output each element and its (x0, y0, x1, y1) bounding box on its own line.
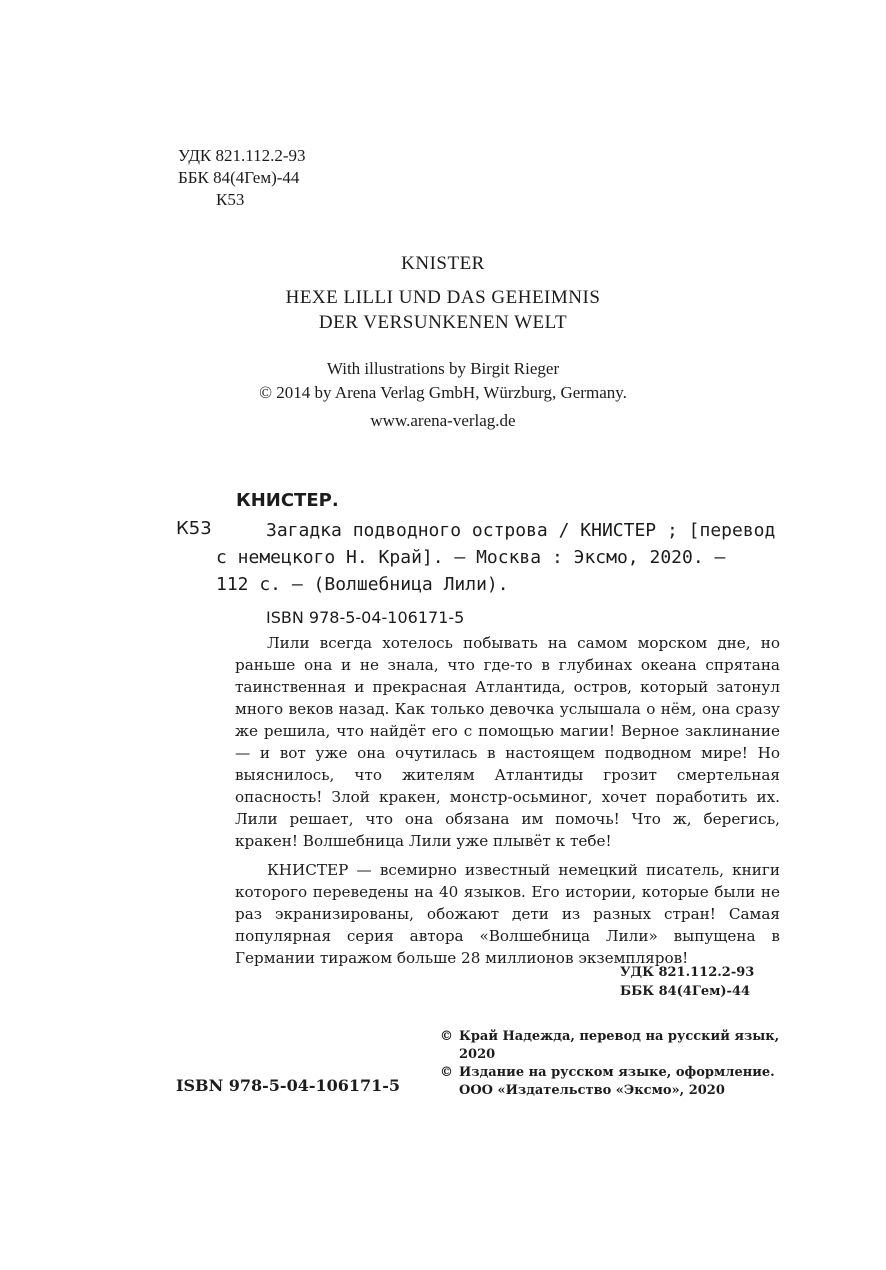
catalog-line-3: 112 с. — (Волшебница Лили). (216, 574, 509, 595)
bottom-classification-codes (620, 963, 754, 1001)
catalog-description (216, 517, 780, 598)
catalog-code: К53 (176, 518, 212, 539)
annotation-text-1: Лили всегда хотелось побывать на самом морском дне, но раньше она и не знала, что где-то в глубинах океана спрятана таинственная и прекрасная Атлантида, остров, который затонул много веков назад. Как только девочка услышала о нём, она сразу же решила, что найдёт его с помощью магии! Верное заклинание — и вот уже она очутилась в настоящем подводном мире! Но выяснилось, что жителям Атлантиды грозит смертельная опасность! Злой кракен, монстр-осьминог, хочет поработить их. Лили решает, что она обязана им помочь! Что ж, берегись, кракен! Волшебница Лили уже плывёт к тебе! (235, 634, 780, 850)
copyright-text: Край Надежда, перевод на русский язык, 2020 (459, 1029, 780, 1062)
bottom-udk: УДК 821.112.2-93 (620, 965, 755, 980)
original-title (0, 285, 886, 335)
illustrations-credit: With illustrations by Birgit Rieger (326, 359, 560, 378)
author-sign: К53 (216, 190, 245, 209)
publisher-website: www.arena-verlag.de (370, 411, 516, 430)
credits (0, 357, 886, 405)
catalog-line-1: Загадка подводного острова / КНИСТЕР ; [перевод (266, 520, 776, 541)
copyright-symbol: © (440, 1029, 453, 1044)
catalog-author: КНИСТЕР. (236, 490, 339, 511)
annotation-text-2: КНИСТЕР — всемирно известный немецкий писатель, книги которого переведены на 40 языков. Его истории, которые были не раз экранизированы, обожают дети из разных стран! Самая популярная серия автора «Волшебница Лили» выпущена в Германии тиражом больше 28 миллионов экземпляров! (235, 861, 780, 967)
original-copyright: © 2014 by Arena Verlag GmbH, Würzburg, Germany. (259, 383, 627, 402)
bottom-bbk: ББК 84(4Гем)-44 (620, 984, 751, 999)
udk-code: УДК 821.112.2-93 (178, 146, 306, 165)
catalog-line-2: с немецкого Н. Край]. — Москва : Эксмо, 2020. — (216, 547, 726, 568)
copyright-symbol: © (440, 1065, 453, 1080)
copyright-item (440, 1028, 785, 1064)
copyright-text: Издание на русском языке, оформление. ООО «Издательство «Эксмо», 2020 (459, 1065, 775, 1098)
top-classification-codes (178, 145, 306, 211)
copyright-block (440, 1028, 785, 1100)
original-title-line2: DER VERSUNKENEN WELT (318, 312, 568, 333)
bottom-isbn: ISBN 978-5-04-106171-5 (176, 1076, 401, 1095)
original-author: KNISTER (401, 253, 485, 274)
annotation-paragraph-1 (235, 632, 780, 852)
copyright-item (440, 1064, 785, 1100)
bbk-code: ББК 84(4Гем)-44 (178, 168, 300, 187)
original-title-line1: HEXE LILLI UND DAS GEHEIMNIS (285, 287, 601, 308)
catalog-isbn: ISBN 978-5-04-106171-5 (266, 608, 465, 627)
annotation-paragraph-2 (235, 859, 780, 969)
